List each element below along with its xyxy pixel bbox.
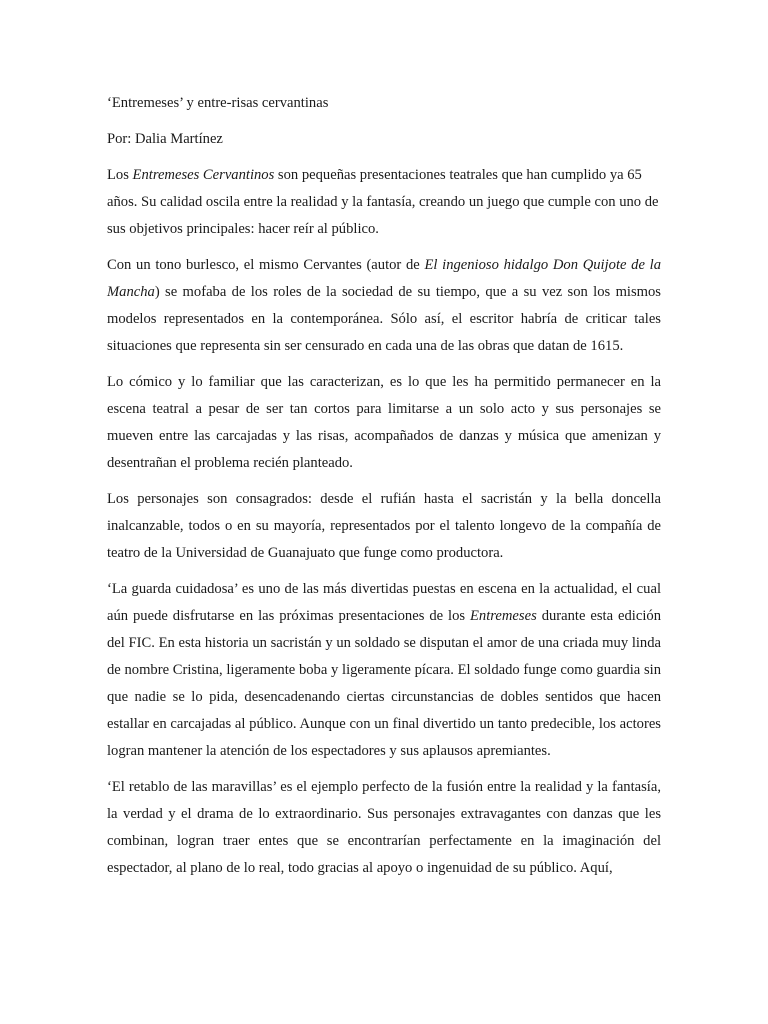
paragraph-3: Lo cómico y lo familiar que las caracterizan, es lo que les ha permitido permanecer en la escena teatral a pesar de ser tan cortos para limitarse a un solo acto y sus personajes se mueven entre las carcajadas y las risas, acompañados de danzas y música que amenizan y desentrañan el problema recién planteado. xyxy=(107,374,661,471)
article-byline: Por: Dalia Martínez xyxy=(107,131,223,147)
paragraph-5-italic: Entremeses xyxy=(470,608,537,624)
paragraph-4: Los personajes son consagrados: desde el rufián hasta el sacristán y la bella doncella inalcanzable, todos o en su mayoría, representados por el talento longevo de la compañía de teatro de la Universidad de Guanajuato que funge como productora. xyxy=(107,491,661,561)
paragraph-1 xyxy=(107,162,661,243)
paragraph-2 xyxy=(107,252,661,360)
paragraph-2-text-2: ) se mofaba de los roles de la sociedad de su tiempo, que a su vez son los mismos modelos representados en la contemporánea. Sólo así, el escritor habría de criticar tales situaciones que representa sin ser censurado en cada una de las obras que datan de 1615. xyxy=(107,284,661,354)
paragraph-5-text: ‘La guarda cuidadosa’ es uno de las más divertidas puestas en escena en la actualidad, el cual aún puede disfrutarse en las próximas presentaciones de los xyxy=(107,581,661,624)
paragraph-2-text: Con un tono burlesco, el mismo Cervantes (autor de xyxy=(107,257,425,273)
paragraph-6: ‘El retablo de las maravillas’ es el ejemplo perfecto de la fusión entre la realidad y la fantasía, la verdad y el drama de lo extraordinario. Sus personajes extravagantes con danzas que les combinan, logran traer entes que se encontrarían perfectamente en la imaginación del espectador, al plano de lo real, todo gracias al apoyo o ingenuidad de su público. Aquí, xyxy=(107,779,661,876)
paragraph-2-italic: El ingenioso hidalgo Don Quijote de la Mancha xyxy=(107,257,661,300)
paragraph-1-text-2: son pequeñas presentaciones teatrales que han cumplido ya 65 años. Su calidad oscila entre la realidad y la fantasía, creando un juego que cumple con uno de sus objetivos principales: hacer reír al público. xyxy=(107,167,659,237)
paragraph-1-italic: Entremeses Cervantinos xyxy=(132,167,275,183)
paragraph-5 xyxy=(107,576,661,765)
paragraph-1-text: Los xyxy=(107,167,133,183)
article-title: ‘Entremeses’ y entre-risas cervantinas xyxy=(107,95,329,111)
document-body xyxy=(107,90,661,891)
paragraph-5-text-2: durante esta edición del FIC. En esta historia un sacristán y un soldado se disputan el amor de una criada muy linda de nombre Cristina, ligeramente boba y ligeramente pícara. El soldado funge como guardia sin que nadie se lo pida, desencadenando ciertas circunstancias de dobles sentidos que hacen estallar en carcajadas al público. Aunque con un final divertido un tanto predecible, los actores logran mantener la atención de los espectadores y sus aplausos apremiantes. xyxy=(107,608,661,759)
